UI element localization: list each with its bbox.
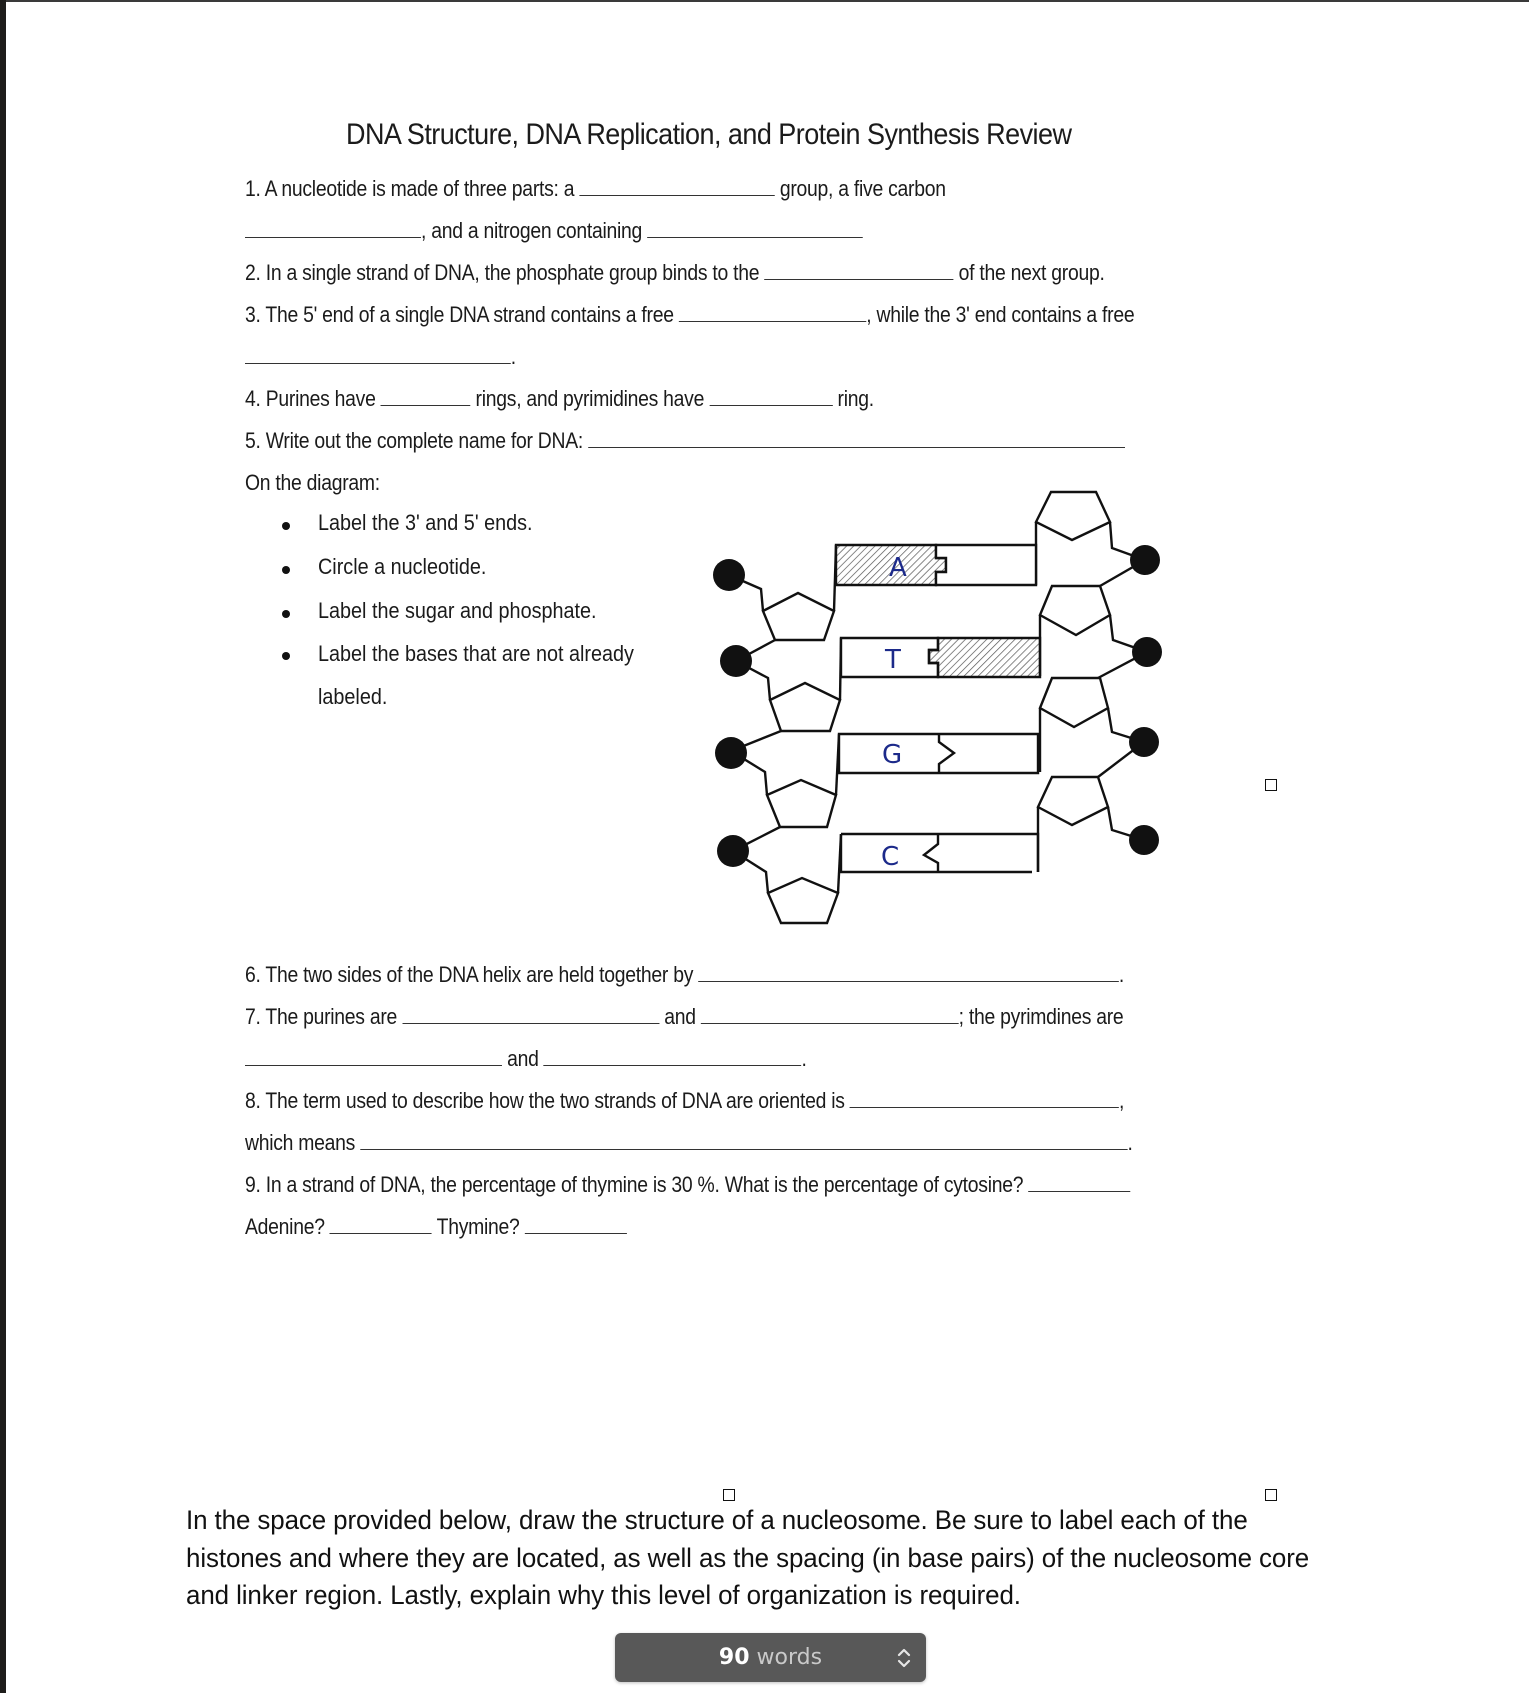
instruction-item: Label the 3' and 5' ends.: [318, 510, 533, 535]
placeholder-glyph-icon: [1265, 779, 1277, 791]
question-5: 5. Write out the complete name for DNA:: [245, 428, 1125, 454]
sugar-pentagon: [768, 878, 838, 923]
base-pair-A: [836, 545, 1036, 585]
sugar-pentagon: [1036, 492, 1110, 540]
placeholder-glyph-icon: [1265, 1489, 1277, 1501]
sugar-pentagon: [1038, 777, 1108, 825]
question-3-line-1: 3. The 5' end of a single DNA strand contains a free , while the 3' end contains a free: [245, 302, 1135, 327]
chevron-up-down-icon: [896, 1645, 912, 1671]
answer-blank: [698, 963, 1119, 982]
answer-blank: [850, 1089, 1119, 1108]
question-7-line-1: 7. The purines are and ; the pyrimdines are: [245, 1004, 1124, 1029]
bullet-icon: [282, 566, 290, 574]
nucleosome-prompt: In the space provided below, draw the structure of a nucleosome. Be sure to label each of the histones and where they are located, as well as the spacing (in base pairs) of the nucleosome core and linker region. Lastly, explain why this level of organization is required.: [186, 1505, 1310, 1610]
bullet-icon: [282, 522, 290, 530]
question-4: 4. Purines have rings, and pyrimidines have ring.: [245, 386, 874, 411]
answer-blank: [579, 177, 774, 196]
base-label: T: [885, 645, 901, 675]
answer-blank: [647, 219, 863, 238]
bullet-icon: [282, 610, 290, 618]
base-pair-C: [841, 834, 1038, 872]
word-count-value: 90: [718, 1645, 750, 1670]
instruction-item: Circle a nucleotide.: [318, 554, 487, 579]
answer-blank: [544, 1047, 802, 1066]
base-label: C: [881, 842, 900, 872]
answer-blank: [330, 1215, 432, 1234]
placeholder-glyph-icon: [723, 1489, 735, 1501]
instruction-item: Label the sugar and phosphate.: [318, 598, 597, 623]
question-1-line-2: , and a nitrogen containing: [245, 218, 863, 244]
answer-blank: [245, 345, 511, 364]
question-7-line-2: and .: [245, 1046, 807, 1072]
base-pair-G: [839, 734, 1038, 773]
base-label: A: [889, 553, 907, 583]
answer-blank: [679, 303, 866, 322]
base-label: G: [882, 740, 903, 770]
question-8-line-2: which means .: [245, 1130, 1133, 1155]
diagram-heading: On the diagram:: [245, 470, 380, 495]
sugar-pentagon: [763, 593, 834, 640]
bullet-icon: [282, 652, 290, 660]
dna-ladder-diagram: [700, 480, 1180, 930]
question-9-line-2: Adenine? Thymine?: [245, 1214, 627, 1240]
sugar-pentagon: [1040, 586, 1110, 635]
answer-blank: [701, 1005, 959, 1024]
instruction-item: labeled.: [318, 684, 388, 709]
question-3-line-2: .: [245, 344, 516, 370]
question-8-line-1: 8. The term used to describe how the two strands of DNA are oriented is ,: [245, 1088, 1125, 1113]
question-9-line-1: 9. In a strand of DNA, the percentage of thymine is 30 %. What is the percentage of cytosine?: [245, 1172, 1130, 1198]
sugar-pentagon: [770, 683, 840, 731]
answer-blank: [525, 1215, 627, 1234]
worksheet-title: DNA Structure, DNA Replication, and Protein Synthesis Review: [346, 118, 1072, 151]
question-2: 2. In a single strand of DNA, the phosphate group binds to the of the next group.: [245, 260, 1105, 285]
answer-blank: [709, 387, 832, 406]
instruction-item: Label the bases that are not already: [318, 641, 634, 666]
answer-blank: [381, 387, 471, 406]
question-6: 6. The two sides of the DNA helix are held together by .: [245, 962, 1125, 987]
answer-blank: [245, 1047, 502, 1066]
answer-blank: [1028, 1173, 1130, 1192]
answer-blank: [402, 1005, 659, 1024]
answer-blank: [360, 1131, 1127, 1150]
base-pair-T: [841, 638, 1040, 677]
sugar-pentagon: [1040, 678, 1108, 727]
word-count-button[interactable]: [615, 1633, 926, 1682]
answer-blank: [245, 219, 421, 238]
answer-blank: [588, 429, 1125, 448]
word-count-label: words: [756, 1645, 823, 1670]
answer-blank: [764, 261, 953, 280]
sugar-pentagon: [767, 780, 836, 827]
question-1-line-1: 1. A nucleotide is made of three parts: a group, a five carbon: [245, 176, 946, 201]
